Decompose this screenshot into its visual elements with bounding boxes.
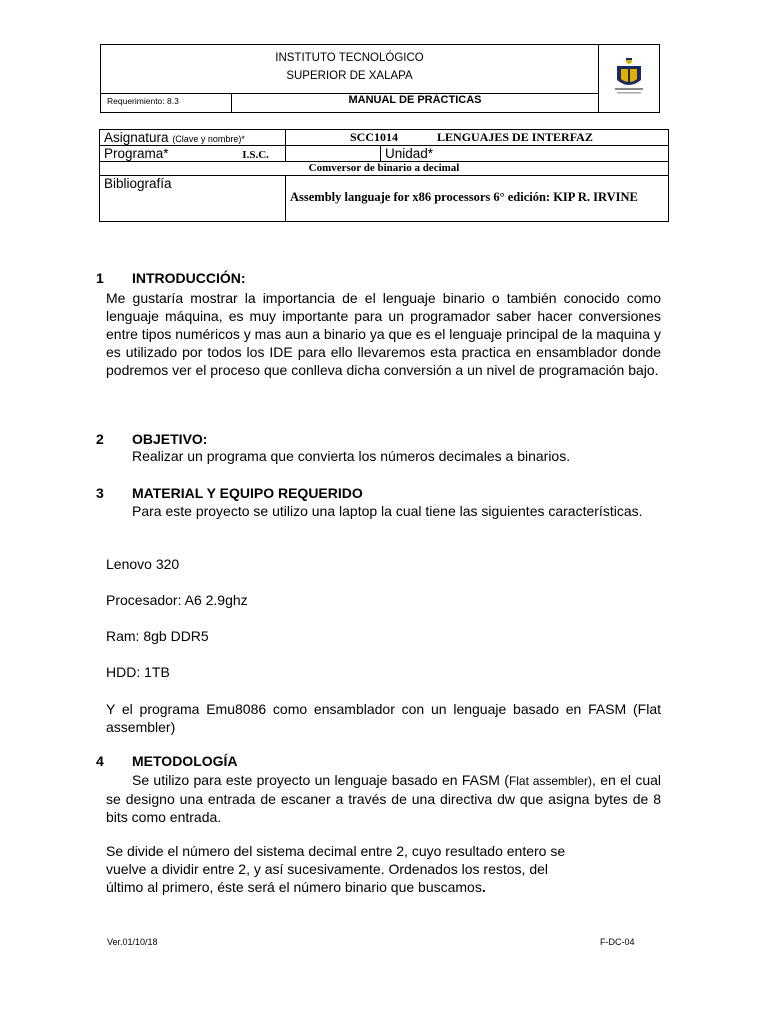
programa-cell xyxy=(100,146,286,162)
document-header xyxy=(100,44,660,113)
section-1-title: INTRODUCCIÓN: xyxy=(132,270,246,286)
section-1-text: Me gustaría mostrar la importancia de el lenguaje binario o también conocido como lenguaje máquina, es muy importante para un programador saber hacer conversiones entre tipos numéricos y mas aun a binario ya que es el lenguaje principal de la maquina y es utilizado por todos los IDE para ello llevaremos esta practica en ensamblador donde podremos ver el proceso que conlleva dicha conversión a un nivel de programación bajo. xyxy=(106,290,661,378)
bibliografia-value: Assembly languaje for x86 processors 6° edición: KIP R. IRVINE xyxy=(286,176,669,222)
section-3-title: MATERIAL Y EQUIPO REQUERIDO xyxy=(132,485,363,501)
section-4-para2 xyxy=(106,842,586,896)
footer-code: F-DC-04 xyxy=(600,937,635,947)
section-4-number: 4 xyxy=(96,753,104,769)
section-4-text-small: Flat assembler) xyxy=(508,774,593,788)
programa-value: I.S.C. xyxy=(242,149,269,161)
spec-item: Ram: 8gb DDR5 xyxy=(106,628,209,644)
footer-version: Ver.01/10/18 xyxy=(107,937,158,947)
clave-value: SCC1014 xyxy=(350,130,399,144)
section-4-text-b: , en el cual se designo una entrada de escaner a través de una directiva dw que asigna bytes de 8 bits como entrada. xyxy=(106,772,661,825)
tema-value: Comversor de binario a decimal xyxy=(100,162,669,176)
section-4-text-a: Se utilizo para este proyecto un lenguaje basado en FASM ( xyxy=(132,772,509,788)
spec-item: Procesador: A6 2.9ghz xyxy=(106,592,248,608)
asignatura-label: Asignatura xyxy=(104,130,169,145)
unidad-label: Unidad* xyxy=(381,146,669,162)
section-4-text xyxy=(106,771,661,826)
asignatura-label-cell xyxy=(100,130,286,146)
nombre-value: LENGUAJES DE INTERFAZ xyxy=(437,130,593,144)
section-3-program: Y el programa Emu8086 como ensamblador con un lenguaje basado en FASM (Flat assembler) xyxy=(106,701,661,735)
programa-label: Programa* xyxy=(104,146,169,161)
empty-cell xyxy=(286,146,381,162)
section-3-number: 3 xyxy=(96,485,104,501)
asignatura-value xyxy=(286,130,669,146)
requirement-label: Requerimiento: 8.3 xyxy=(101,94,232,113)
institute-logo-icon xyxy=(609,54,649,98)
section-2-number: 2 xyxy=(96,431,104,447)
manual-title: MANUAL DE PRÁCTICAS xyxy=(232,94,599,113)
section-4-para2-text: Se divide el número del sistema decimal entre 2, cuyo resultado entero se vuelve a dividir entre 2, y así sucesivamente. Ordenados los restos, del último al primero, éste será el número binario que buscamos xyxy=(106,843,566,895)
section-2-text: Realizar un programa que convierta los números decimales a binarios. xyxy=(132,448,571,464)
asignatura-asterisk: * xyxy=(241,134,245,144)
section-4-para2-end: . xyxy=(481,879,486,895)
institute-line-2: SUPERIOR DE XALAPA xyxy=(286,70,413,82)
spec-item: Lenovo 320 xyxy=(106,556,180,572)
spec-item: HDD: 1TB xyxy=(106,664,170,680)
institute-line-1: INSTITUTO TECNOLÓGICO xyxy=(275,52,424,64)
bibliografia-label: Bibliografía xyxy=(100,176,286,222)
logo-cell xyxy=(599,45,660,113)
section-2-title: OBJETIVO: xyxy=(132,431,208,447)
subject-info-table xyxy=(99,129,669,222)
asignatura-sub: (Clave y nombre) xyxy=(172,134,242,144)
section-4-title: METODOLOGÍA xyxy=(132,753,238,769)
section-1-number: 1 xyxy=(96,270,104,286)
section-3-text: Para este proyecto se utilizo una laptop la cual tiene las siguientes características. xyxy=(132,503,643,519)
institute-name xyxy=(101,45,599,94)
